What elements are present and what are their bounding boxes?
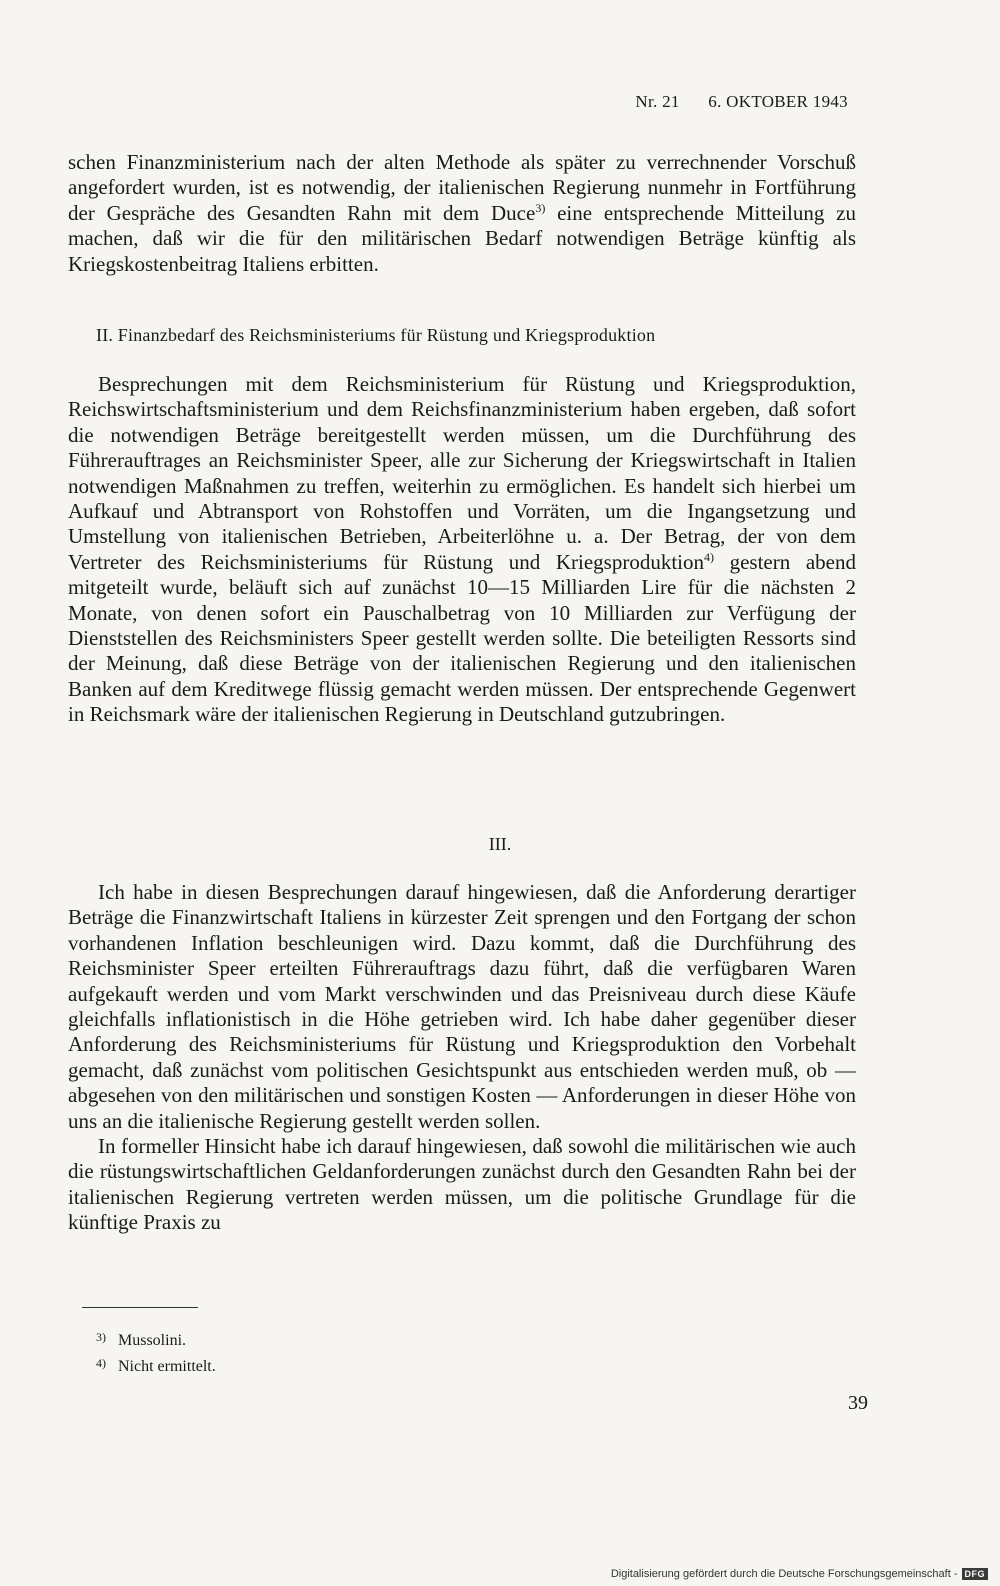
funding-notice — [611, 1568, 988, 1580]
page-header — [635, 92, 848, 112]
footnote-ref-4: 4) — [704, 549, 714, 564]
paragraph-1-cont: eine entsprechende Mitteilung zu machen, daß wir die für den militärischen Bedarf notwendigen Beträge künftig als Kriegskostenbeitrag Italiens erbitten. — [68, 200, 856, 276]
page-number: 39 — [848, 1392, 868, 1414]
paragraph-2 — [68, 372, 856, 728]
footnote-text: Nicht ermittelt. — [118, 1358, 216, 1375]
footnote-3 — [96, 1326, 216, 1352]
dfg-logo-icon: DFG — [962, 1568, 989, 1580]
funding-text: Digitalisierung gefördert durch die Deutsche Forschungsgemeinschaft - — [610, 1568, 958, 1580]
section-heading-2: II. Finanzbedarf des Reichsministeriums für Rüstung und Kriegsproduktion — [96, 325, 656, 345]
paragraph-4: In formeller Hinsicht habe ich darauf hingewiesen, daß sowohl die militärischen wie auch die rüstungswirtschaftlichen Geldanforderungen zunächst durch den Gesandten Rahn bei der italienischen Regierung vertreten werden müssen, um die politische Grundlage für die künftige Praxis zu — [68, 1134, 856, 1235]
paragraph-1-text: schen Finanzministerium nach der alten Methode als später zu verrechnender Vorschuß angefordert wurden, ist es notwendig, der italienischen Regierung nunmehr in Fortführung der Gespräche des Gesandten Rahn mit dem Duce — [68, 150, 856, 225]
paragraph-2a-text: Besprechungen mit dem Reichsministerium für Rüstung und Kriegsproduktion, Reichswirtschaftsministerium und dem Reichsfinanzministerium haben ergeben, daß sofort die notwendigen Beträge bereitgestellt werden müssen, um die Durchführung des Führerauftrages an Reichsminister Speer, alle zur Sicherung der Kriegswirtschaft in Italien notwendigen Maßnahmen zu treffen, weiterhin zu ermöglichen. Es handelt sich hierbei um Aufkauf und Abtransport von Rohstoffen und Vorräten, um die Ingangsetzung und Umstellung von italienischen Betrieben, Arbeiterlöhne u. a. Der Betrag, der von dem Vertreter des Reichsministeriums für Rüstung und Kriegsproduktion — [68, 372, 856, 574]
paragraph-1 — [68, 150, 856, 277]
footnote-mark: 4) — [96, 1356, 106, 1370]
paragraph-3: Ich habe in diesen Besprechungen darauf hingewiesen, daß die Anforderung derartiger Beträge die Finanzwirtschaft Italiens in kürzester Zeit sprengen und den Fortgang der schon vorhandenen Inflation beschleunigen wird. Dazu kommt, daß die Durchführung des Reichsminister Speer erteilten Führerauftrags dazu führt, daß die verfügbaren Waren aufgekauft werden und vom Markt verschwinden und das Preisniveau durch diese Käufe gleichfalls inflationistisch in die Höhe getrieben wird. Ich habe daher gegenüber dieser Anforderung des Reichsministeriums für Rüstung und Kriegsproduktion den Vorbehalt gemacht, daß zunächst vom politischen Gesichtspunkt aus entschieden werden muß, ob — abgesehen von den militärischen und sonstigen Kosten — Anforderungen in dieser Höhe von uns an die italienische Regierung gestellt werden sollen. — [68, 880, 856, 1133]
paragraph-2b-text: gestern abend mitgeteilt wurde, beläuft sich auf zunächst 10—15 Milliarden Lire für die nächsten 2 Monate, von denen sofort ein Pauschalbetrag von 10 Milliarden zur Verfügung der Dienststellen des Reichsministers Speer gestellt werden sollte. Die beteiligten Ressorts sind der Meinung, daß diese Beträge von der italienischen Regierung und den italienischen Banken auf dem Kreditwege flüssig gemacht werden müssen. Der entsprechende Gegenwert in Reichsmark wäre der italienischen Regierung in Deutschland gutzubringen. — [68, 549, 856, 727]
footnote-divider — [82, 1307, 198, 1308]
issue-date: 6. OKTOBER 1943 — [708, 92, 848, 111]
section-heading-3: III. — [488, 834, 512, 854]
footnotes — [96, 1326, 216, 1378]
footnote-ref-3: 3) — [535, 200, 546, 215]
footnote-text: Mussolini. — [118, 1332, 187, 1349]
issue-number: Nr. 21 — [635, 92, 680, 111]
footnote-mark: 3) — [96, 1330, 106, 1344]
footnote-4 — [96, 1352, 216, 1378]
paragraph-3-block — [68, 880, 856, 1236]
